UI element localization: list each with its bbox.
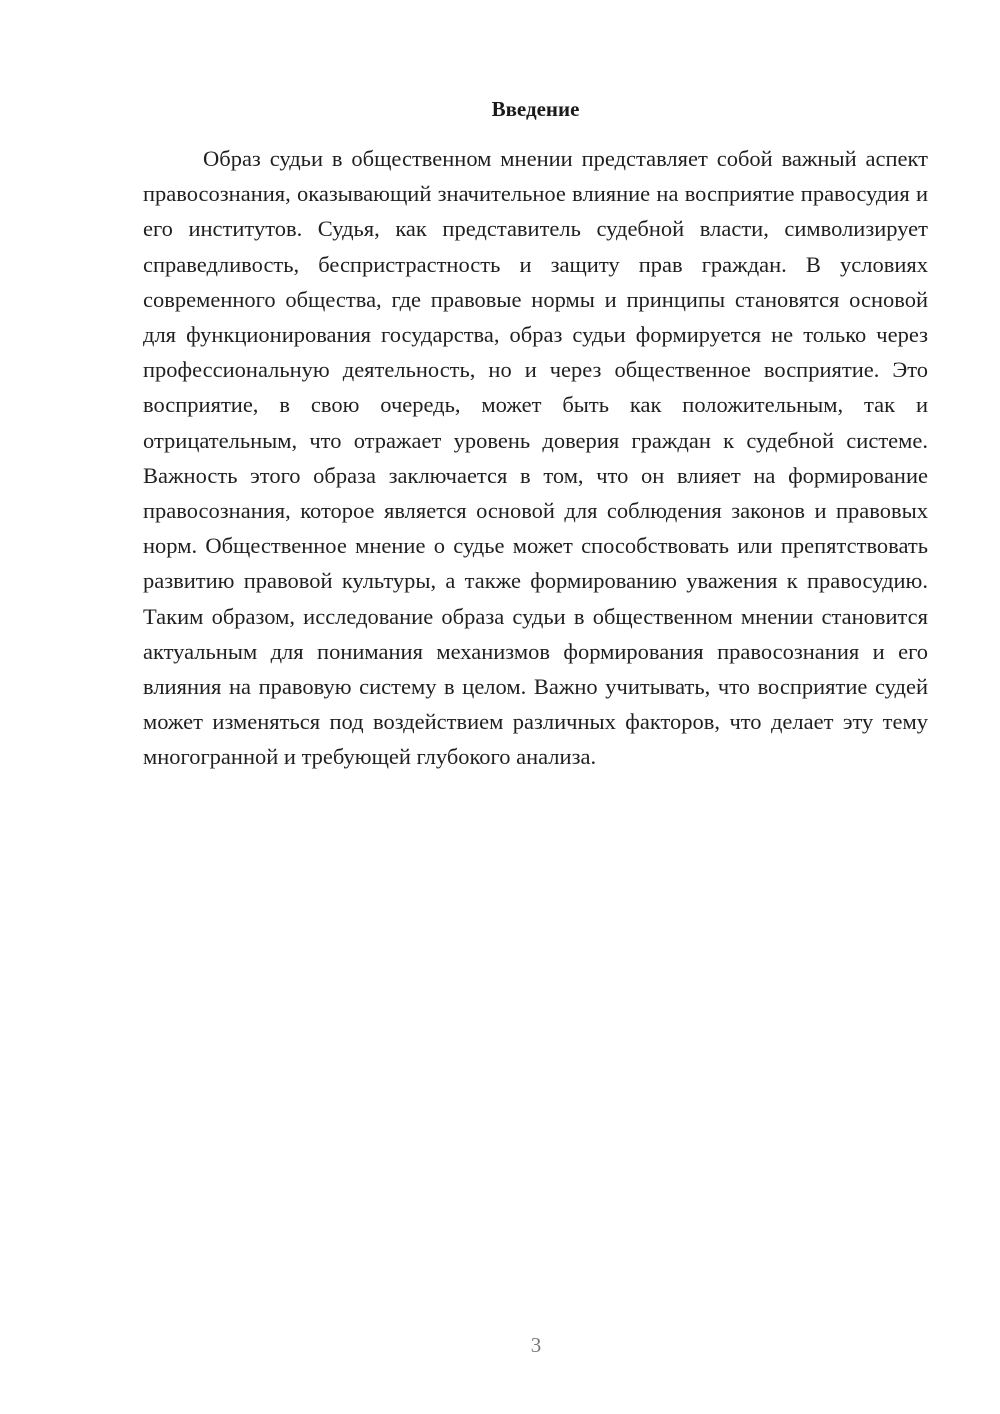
page-content bbox=[143, 92, 928, 775]
page-number: 3 bbox=[530, 1333, 542, 1357]
body-paragraph: Образ судьи в общественном мнении представляет собой важный аспект правосознания, оказывающий значительное влияние на восприятие правосудия и его институтов. Судья, как представитель судебной власти, символизирует справедливость, беспристрастность и защиту прав граждан. В условиях современного общества, где правовые нормы и принципы становятся основой для функционирования государства, образ судьи формируется не только через профессиональную деятельность, но и через общественное восприятие. Это восприятие, в свою очередь, может быть как положительным, так и отрицательным, что отражает уровень доверия граждан к судебной системе. Важность этого образа заключается в том, что он влияет на формирование правосознания, которое является основой для соблюдения законов и правовых норм. Общественное мнение о судье может способствовать или препятствовать развитию правовой культуры, а также формированию уважения к правосудию. Таким образом, исследование образа судьи в общественном мнении становится актуальным для понимания механизмов формирования правосознания и его влияния на правовую систему в целом. Важно учитывать, что восприятие судей может изменяться под воздействием различных факторов, что делает эту тему многогранной и требующей глубокого анализа. bbox=[143, 146, 928, 770]
section-heading: Введение bbox=[491, 97, 580, 121]
